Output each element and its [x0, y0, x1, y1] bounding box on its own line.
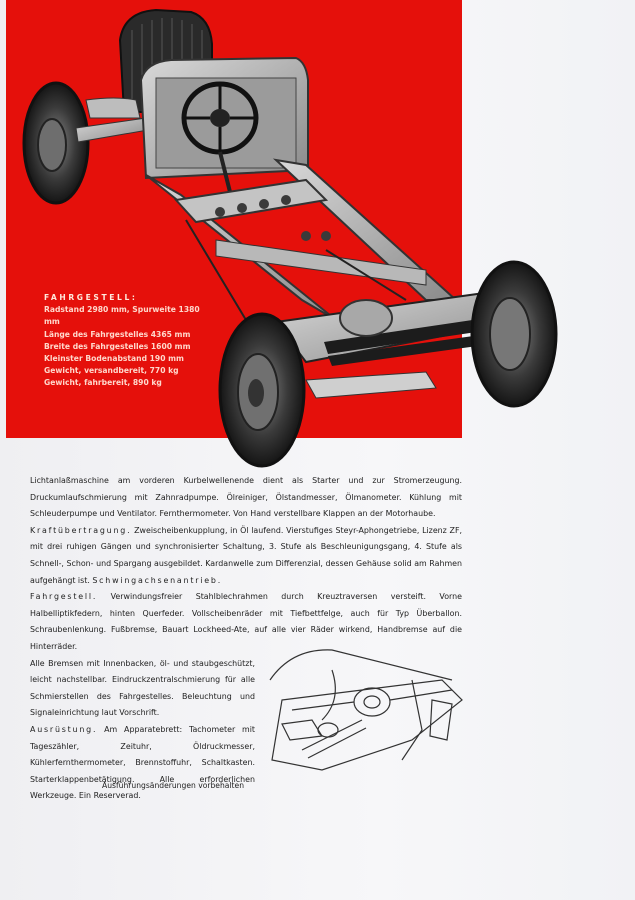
- changes-reserved-note: Ausführungsänderungen vorbehalten: [102, 781, 245, 790]
- paragraph-brakes: Alle Bremsen mit Innenbacken, öl- und staubgeschützt, leicht nachstellbar. Eindruckzentralschmierung für alle Schmierstellen des Fahrgestelles. Beleuchtung und Signaleinrichtung laut Vorschrift.: [30, 658, 255, 718]
- spec-line: Radstand 2980 mm, Spurweite 1380 mm: [44, 305, 200, 327]
- spec-line: Gewicht, versandbereit, 770 kg: [44, 366, 179, 376]
- paragraph-transmission: [30, 523, 462, 589]
- rear-axle-sketch: [262, 640, 470, 790]
- chassis-text: Verwindungsfreier Stahlblechrahmen durch Kreuztraversen versteift. Vorne Halbelliptikfedern, hinten Querfeder. Vollscheibenräder mit Tiefbettfelge, auch für Typ Überballon. Schraubenlenkung. Fußbremse, Bauart Lockheed-Ate, auf alle vier Räder wirkend, Handbremse auf die Hinterräder.: [30, 592, 462, 651]
- equipment-text: Am Apparatebrett: Tachometer mit Tageszähler, Zeituhr, Öldruckmesser, Kühlerfernthermometer, Brennstoffuhr, Schaltkasten. Starterklappenbetätigung. Alle erforderlichen Werkzeuge. Ein Reserverad.: [30, 724, 255, 801]
- specs-title: FAHRGESTELL:: [44, 293, 138, 302]
- spec-line: Länge des Fahrgestelles 4365 mm: [44, 329, 191, 339]
- chassis-photo: [6, 0, 635, 470]
- chassis-specs: [44, 292, 214, 390]
- transmission-text: Zweischeibenkupplung, in Öl laufend. Vierstufiges Steyr-Aphongetriebe, Lizenz ZF, mit drei ruhigen Gängen und synchronisierter Schaltung, 3. Stufe als Beschleunigungsgang, 4. Stufe als Schnell-, Schon- und Spargang ausgebildet. Kardanwelle zum Differenzial, dessen Gehäuse solid am Rahmen aufgehängt ist.: [30, 525, 462, 585]
- spec-line: Kleinster Bodenabstand 190 mm: [44, 354, 184, 364]
- heading-ausruestung: Ausrüstung.: [30, 724, 98, 734]
- spec-line: Breite des Fahrgestelles 1600 mm: [44, 341, 191, 351]
- heading-schwingachsenantrieb: Schwingachsenantrieb.: [92, 575, 223, 585]
- heading-fahrgestell: Fahrgestell.: [30, 592, 98, 602]
- heading-kraftuebertragung: Kraftübertragung.: [30, 525, 132, 535]
- spec-line: Gewicht, fahrbereit, 890 kg: [44, 378, 162, 388]
- paragraph-equipment: [30, 722, 255, 805]
- paragraph-engine: Lichtanlaßmaschine am vorderen Kurbelwellenende dient als Starter und zur Stromerzeugung. Druckumlaufschmierung mit Zahnradpumpe. Ölreiniger, Ölstandmesser, Ölmanometer. Kühlung mit Schleuderpumpe und Ventilator. Fernthermometer. Von Hand verstellbare Klappen an der Motorhaube.: [30, 476, 462, 519]
